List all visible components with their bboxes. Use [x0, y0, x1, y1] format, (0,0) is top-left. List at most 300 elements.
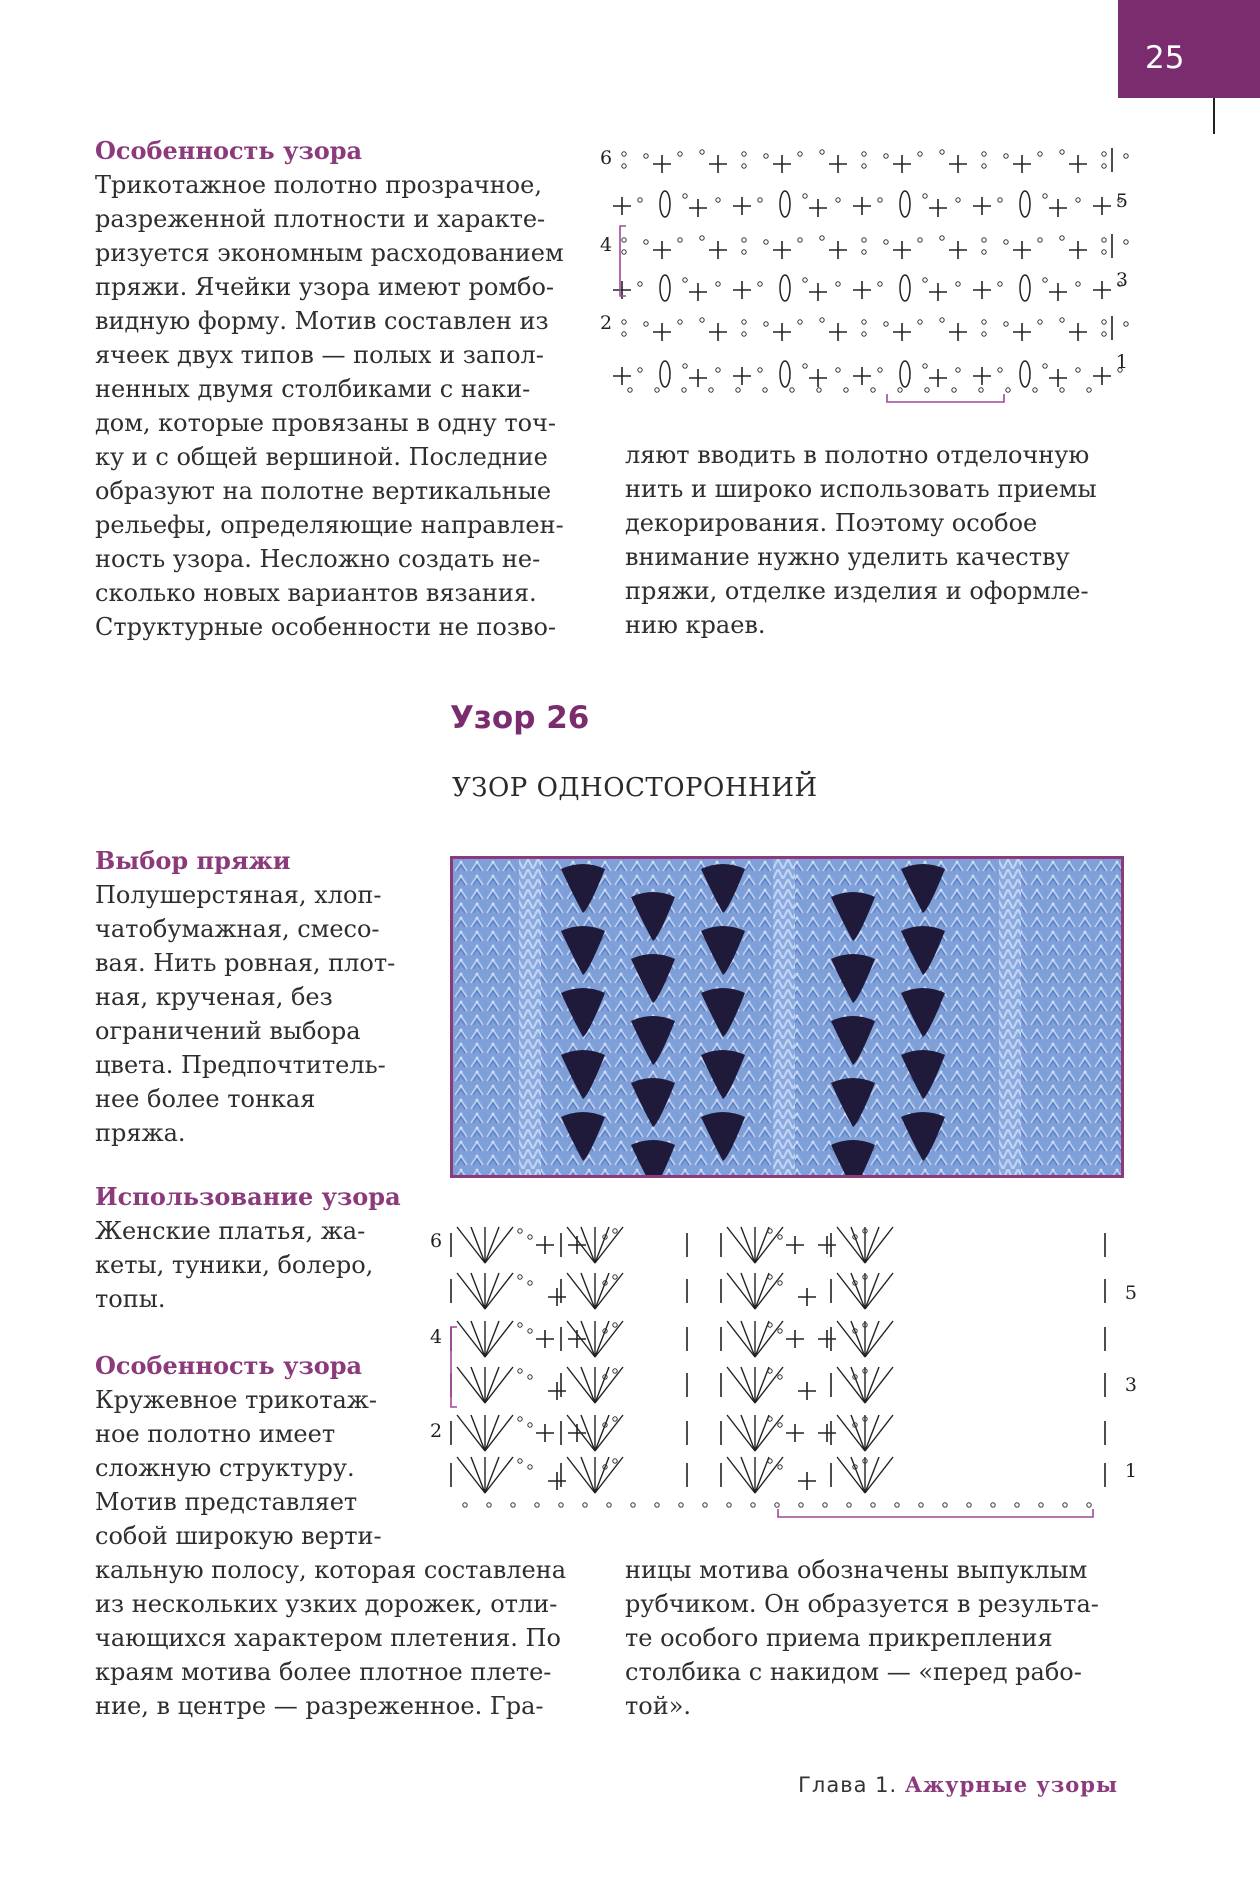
stitch-chain-icon: [518, 1417, 522, 1421]
stitch-chain-icon: [528, 1281, 532, 1285]
fan-stroke: [595, 1367, 623, 1403]
stitch-chain-icon: [638, 368, 642, 372]
stitch-fan-icon: [457, 1227, 513, 1263]
fan-stroke: [741, 1415, 755, 1451]
text-line: сложную структуру.: [95, 1454, 355, 1482]
stitch-oval-icon: [660, 361, 670, 387]
text-line: Полушерстяная, хлоп-: [95, 881, 382, 909]
stitch-chain-icon: [1102, 250, 1106, 254]
stitch-oval-icon: [1020, 275, 1030, 301]
stitch-fan-icon: [727, 1321, 783, 1357]
stitch-chain-icon: [799, 1503, 803, 1507]
stitch-oval-icon: [900, 275, 910, 301]
stitch-cross-icon: [893, 323, 911, 341]
fan-stroke: [727, 1273, 755, 1309]
stitch-chain-icon: [956, 198, 960, 202]
stitch-fan-icon: [837, 1321, 893, 1357]
text-line: внимание нужно уделить качеству: [625, 543, 1070, 571]
fan-stroke: [865, 1457, 893, 1493]
stitch-chain-icon: [518, 1323, 522, 1327]
stitch-chain-icon: [1004, 154, 1008, 158]
stitch-chain-icon: [862, 332, 866, 336]
page-number-rule: [1213, 98, 1215, 134]
stitch-chain-icon: [982, 164, 986, 168]
stitch-chain-icon: [982, 250, 986, 254]
stitch-fan-icon: [457, 1457, 513, 1493]
stitch-chain-icon: [700, 236, 704, 240]
stitch-chain-icon: [622, 250, 626, 254]
stitch-chain-icon: [1006, 388, 1010, 392]
stitch-cross-icon: [818, 1424, 836, 1442]
fan-stroke: [595, 1367, 609, 1403]
stitch-oval-icon: [900, 191, 910, 217]
stitch-cross-icon: [568, 1236, 586, 1254]
text-line: топы.: [95, 1285, 166, 1313]
stitch-chain-icon: [758, 282, 762, 286]
fan-stroke: [865, 1273, 893, 1309]
text-line: собой широкую верти-: [95, 1522, 382, 1550]
fan-stroke: [485, 1457, 513, 1493]
stitch-chain-icon: [463, 1503, 467, 1507]
fan-stroke: [865, 1321, 893, 1357]
fan-stroke: [741, 1457, 755, 1493]
section-heading-feature-2: Особенность узора: [95, 1351, 363, 1380]
chapter-footer: [798, 1772, 1118, 1797]
stitch-chain-icon: [1102, 238, 1106, 242]
stitch-oval-icon: [780, 275, 790, 301]
repeat-bracket-stitches: [887, 394, 1004, 402]
stitch-chain-icon: [982, 152, 986, 156]
stitch-chain-icon: [559, 1503, 563, 1507]
stitch-chain-icon: [1087, 1503, 1091, 1507]
fan-stroke: [741, 1321, 755, 1357]
fan-stroke: [457, 1457, 485, 1493]
stitch-chain-icon: [820, 318, 824, 322]
stitch-chain-icon: [982, 238, 986, 242]
fan-stroke: [581, 1273, 595, 1309]
stitch-cross-icon: [1049, 199, 1067, 217]
stitch-fan-icon: [727, 1457, 783, 1493]
stitch-cross-icon: [1093, 367, 1111, 385]
stitch-chain-icon: [763, 388, 767, 392]
stitch-chain-icon: [607, 1503, 611, 1507]
stitch-cross-icon: [536, 1424, 554, 1442]
stitch-oval-icon: [900, 361, 910, 387]
fan-stroke: [471, 1273, 485, 1309]
stitch-chain-icon: [778, 1281, 782, 1285]
stitch-fan-icon: [567, 1457, 623, 1493]
text-line: Трикотажное полотно прозрачное,: [95, 171, 542, 199]
stitch-cross-icon: [786, 1424, 804, 1442]
stitch-fan-icon: [457, 1321, 513, 1357]
fan-stroke: [567, 1457, 595, 1493]
stitch-chain-icon: [678, 152, 682, 156]
text-line: той».: [625, 1692, 692, 1720]
fan-stroke: [837, 1227, 865, 1263]
stitch-cross-icon: [798, 1382, 816, 1400]
stitch-cross-icon: [786, 1236, 804, 1254]
stitch-chain-icon: [683, 194, 687, 198]
fan-stroke: [485, 1367, 513, 1403]
text-line: Структурные особенности не позво-: [95, 613, 557, 641]
stitch-cross-icon: [809, 369, 827, 387]
text-line: кальную полосу, которая составлена: [95, 1556, 567, 1584]
stitch-chain-icon: [836, 198, 840, 202]
stitch-chain-icon: [679, 1503, 683, 1507]
stitch-chain-icon: [1124, 154, 1128, 158]
yarn-text: [95, 878, 395, 1150]
stitch-chain-icon: [1076, 198, 1080, 202]
fan-stroke: [457, 1273, 485, 1309]
stitch-chain-icon: [884, 240, 888, 244]
stitch-chain-icon: [655, 1503, 659, 1507]
fan-stroke: [595, 1415, 623, 1451]
stitch-cross-icon: [536, 1236, 554, 1254]
stitch-fan-icon: [567, 1367, 623, 1403]
stitch-chain-icon: [511, 1503, 515, 1507]
usage-text: [95, 1214, 401, 1316]
stitch-chain-icon: [823, 1503, 827, 1507]
fan-stroke: [457, 1367, 485, 1403]
stitch-chain-icon: [683, 278, 687, 282]
stitch-cross-icon: [818, 1330, 836, 1348]
page-number-tab: [1118, 0, 1260, 98]
stitch-cross-icon: [973, 281, 991, 299]
stitch-cross-icon: [773, 323, 791, 341]
stitch-cross-icon: [709, 155, 727, 173]
stitch-cross-icon: [809, 199, 827, 217]
stitch-chain-icon: [528, 1329, 532, 1333]
stitch-chain-icon: [803, 194, 807, 198]
stitch-chain-icon: [778, 1329, 782, 1333]
stitch-chain-icon: [727, 1503, 731, 1507]
stitch-cross-icon: [653, 323, 671, 341]
stitch-chain-icon: [622, 152, 626, 156]
stitch-chain-icon: [803, 364, 807, 368]
stitch-cross-icon: [829, 155, 847, 173]
stitch-chain-icon: [898, 388, 902, 392]
text-line: ку и с общей вершиной. Последние: [95, 443, 548, 471]
stitch-chain-icon: [742, 320, 746, 324]
stitch-cross-icon: [689, 283, 707, 301]
stitch-cross-icon: [709, 323, 727, 341]
fan-stroke: [485, 1227, 513, 1263]
stitch-cross-icon: [893, 155, 911, 173]
text-line: ная, крученая, без: [95, 983, 333, 1011]
stitch-oval-icon: [660, 275, 670, 301]
fan-stroke: [837, 1457, 865, 1493]
stitch-chain-icon: [918, 152, 922, 156]
stitch-chain-icon: [820, 236, 824, 240]
fan-stroke: [595, 1415, 609, 1451]
text-line: пряжи, отделке изделия и оформле-: [625, 577, 1089, 605]
stitch-fan-icon: [727, 1227, 783, 1263]
text-line: образуют на полотне вертикальные: [95, 477, 552, 505]
fan-stroke: [727, 1457, 755, 1493]
stitch-chain-icon: [518, 1275, 522, 1279]
stitch-chain-icon: [862, 152, 866, 156]
row-label-2b: 2: [430, 1420, 443, 1442]
stitch-cross-icon: [1093, 197, 1111, 215]
text-line: нее более тонкая: [95, 1085, 316, 1113]
stitch-cross-icon: [973, 197, 991, 215]
stitch-cross-icon: [689, 199, 707, 217]
yarn-section: [95, 844, 395, 1150]
stitch-chain-icon: [716, 198, 720, 202]
stitch-chain-icon: [613, 1459, 617, 1463]
stitch-chain-icon: [528, 1375, 532, 1379]
stitch-cross-icon: [548, 1472, 566, 1490]
stitch-fan-icon: [837, 1227, 893, 1263]
fan-stroke: [485, 1367, 499, 1403]
fan-stroke: [865, 1227, 893, 1263]
stitch-chain-icon: [919, 1503, 923, 1507]
stitch-chain-icon: [1043, 278, 1047, 282]
row-label-3: 3: [1115, 269, 1128, 291]
text-line: те особого приема прикрепления: [625, 1624, 1053, 1652]
repeat-bracket-stitches: [778, 1509, 1093, 1517]
text-line: ляют вводить в полотно отделочную: [625, 441, 1090, 469]
stitch-cross-icon: [733, 367, 751, 385]
stitch-chain-icon: [742, 164, 746, 168]
stitch-chain-icon: [943, 1503, 947, 1507]
stitch-chain-icon: [742, 152, 746, 156]
feature2-right-column: [625, 1553, 1099, 1723]
text-line: ризуется экономным расходованием: [95, 239, 564, 267]
fan-stroke: [755, 1227, 769, 1263]
fan-stroke: [471, 1321, 485, 1357]
stitch-chain-icon: [518, 1229, 522, 1233]
stitch-cross-icon: [1013, 241, 1031, 259]
text-line: краям мотива более плотное плете-: [95, 1658, 552, 1686]
stitch-cross-icon: [709, 241, 727, 259]
stitch-chain-icon: [982, 332, 986, 336]
pattern-subtitle: УЗОР ОДНОСТОРОННИЙ: [452, 773, 818, 803]
stitch-cross-icon: [853, 281, 871, 299]
row-label-1: 1: [1115, 351, 1128, 373]
stitch-fan-icon: [837, 1273, 893, 1309]
stitch-chain-icon: [925, 388, 929, 392]
stitch-chain-icon: [742, 250, 746, 254]
stitch-fan-icon: [457, 1367, 513, 1403]
stitch-chain-icon: [716, 368, 720, 372]
stitch-oval-icon: [1020, 361, 1030, 387]
text-line: нию краев.: [625, 611, 766, 639]
stitch-chain-icon: [940, 236, 944, 240]
text-line: ячеек двух типов — полых и запол-: [95, 341, 544, 369]
stitch-cross-icon: [1069, 241, 1087, 259]
stitch-chain-icon: [878, 368, 882, 372]
text-line: ненных двумя столбиками с наки-: [95, 375, 531, 403]
row-label-1b: 1: [1124, 1460, 1137, 1482]
stitch-cross-icon: [653, 241, 671, 259]
stitch-chain-icon: [923, 194, 927, 198]
stitch-chain-icon: [862, 320, 866, 324]
stitch-chain-icon: [1038, 152, 1042, 156]
stitch-chain-icon: [918, 238, 922, 242]
stitch-cross-icon: [973, 367, 991, 385]
text-line: Кружевное трикотаж-: [95, 1386, 377, 1414]
stitch-chain-icon: [895, 1503, 899, 1507]
text-line: ное полотно имеет: [95, 1420, 336, 1448]
stitch-chain-icon: [1060, 388, 1064, 392]
stitch-fan-icon: [567, 1273, 623, 1309]
stitch-chain-icon: [878, 198, 882, 202]
stitch-chain-icon: [622, 164, 626, 168]
fan-stroke: [837, 1321, 865, 1357]
fan-stroke: [741, 1227, 755, 1263]
fan-stroke: [741, 1367, 755, 1403]
text-line: ницы мотива обозначены выпуклым: [625, 1556, 1088, 1584]
stitch-chain-icon: [1004, 240, 1008, 244]
text-line: декорирования. Поэтому особое: [625, 509, 1038, 537]
fan-stroke: [755, 1457, 769, 1493]
stitch-chain-icon: [716, 282, 720, 286]
stitch-chain-icon: [758, 198, 762, 202]
feature-text: [95, 168, 564, 644]
fan-stroke: [837, 1273, 865, 1309]
fan-stroke: [485, 1321, 499, 1357]
stitch-cross-icon: [829, 323, 847, 341]
stitch-chain-icon: [700, 150, 704, 154]
stitch-chain-icon: [1043, 194, 1047, 198]
fan-stroke: [595, 1457, 623, 1493]
stitch-chain-icon: [1087, 388, 1091, 392]
stitch-chain-icon: [1102, 332, 1106, 336]
stitch-chain-icon: [678, 320, 682, 324]
pattern-title: Узор 26: [450, 700, 590, 736]
chapter-label: Глава 1.: [798, 1773, 898, 1797]
text-line: столбика с накидом — «перед рабо-: [625, 1658, 1082, 1686]
stitch-fan-icon: [727, 1273, 783, 1309]
stitch-cross-icon: [733, 197, 751, 215]
stitch-chain-icon: [918, 320, 922, 324]
stitch-chain-icon: [1004, 322, 1008, 326]
stitch-chain-icon: [700, 318, 704, 322]
stitch-cross-icon: [929, 199, 947, 217]
crochet-diagram-1: [590, 138, 1130, 408]
text-line: цвета. Предпочтитель-: [95, 1051, 386, 1079]
stitch-chain-icon: [820, 150, 824, 154]
stitch-chain-icon: [638, 198, 642, 202]
fan-stroke: [485, 1273, 513, 1309]
fan-stroke: [471, 1367, 485, 1403]
fan-stroke: [457, 1415, 485, 1451]
section-heading-usage: Использование узора: [95, 1182, 401, 1211]
row-label-5b: 5: [1124, 1282, 1137, 1304]
stitch-chain-icon: [768, 1369, 772, 1373]
fan-stroke: [485, 1457, 499, 1493]
fan-stroke: [755, 1321, 769, 1357]
stitch-cross-icon: [809, 283, 827, 301]
stitch-chain-icon: [956, 282, 960, 286]
chapter-title: Ажурные узоры: [904, 1772, 1118, 1797]
stitch-cross-icon: [829, 241, 847, 259]
stitch-chain-icon: [528, 1423, 532, 1427]
fan-stroke: [581, 1457, 595, 1493]
fan-stroke: [457, 1227, 485, 1263]
stitch-cross-icon: [1069, 323, 1087, 341]
text-line: чающихся характером плетения. По: [95, 1624, 561, 1652]
stitch-chain-icon: [998, 198, 1002, 202]
feature-text-continued: [625, 438, 1097, 642]
stitch-chain-icon: [836, 282, 840, 286]
stitch-cross-icon: [1069, 155, 1087, 173]
fan-stroke: [727, 1321, 755, 1357]
stitch-cross-icon: [689, 369, 707, 387]
stitch-cross-icon: [773, 155, 791, 173]
fan-stroke: [471, 1415, 485, 1451]
feature2-text-wide: [95, 1553, 566, 1723]
text-line: вая. Нить ровная, плот-: [95, 949, 396, 977]
text-line: ограничений выбора: [95, 1017, 361, 1045]
page-number: 25: [1145, 40, 1185, 76]
stitch-chain-icon: [1124, 240, 1128, 244]
fan-stroke: [755, 1367, 769, 1403]
fan-stroke: [581, 1367, 595, 1403]
stitch-fan-icon: [727, 1367, 783, 1403]
section-heading-feature: Особенность узора: [95, 136, 363, 165]
stitch-chain-icon: [768, 1229, 772, 1233]
stitch-cross-icon: [773, 241, 791, 259]
stitch-chain-icon: [998, 282, 1002, 286]
stitch-chain-icon: [487, 1503, 491, 1507]
stitch-chain-icon: [952, 388, 956, 392]
stitch-cross-icon: [568, 1424, 586, 1442]
stitch-fan-icon: [457, 1415, 513, 1451]
stitch-cross-icon: [613, 367, 631, 385]
stitch-chain-icon: [644, 240, 648, 244]
stitch-cross-icon: [929, 283, 947, 301]
usage-section: [95, 1180, 401, 1316]
fabric-photo: [450, 856, 1124, 1178]
stitch-chain-icon: [1076, 282, 1080, 286]
text-line: ние, в центре — разреженное. Гра-: [95, 1692, 544, 1720]
row-label-4: 4: [600, 234, 613, 256]
section-heading-yarn: Выбор пряжи: [95, 846, 291, 875]
text-line: рубчиком. Он образуется в результа-: [625, 1590, 1099, 1618]
fan-stroke: [485, 1415, 513, 1451]
top-left-column: [95, 134, 564, 644]
stitch-chain-icon: [862, 164, 866, 168]
stitch-chain-icon: [655, 388, 659, 392]
stitch-chain-icon: [1063, 1503, 1067, 1507]
stitch-chain-icon: [991, 1503, 995, 1507]
stitch-chain-icon: [768, 1275, 772, 1279]
stitch-cross-icon: [1013, 155, 1031, 173]
stitch-chain-icon: [764, 154, 768, 158]
stitch-chain-icon: [940, 318, 944, 322]
stitch-chain-icon: [742, 332, 746, 336]
stitch-chain-icon: [798, 152, 802, 156]
fan-stroke: [837, 1367, 865, 1403]
fan-stroke: [837, 1415, 865, 1451]
crochet-diagram-2: [425, 1215, 1140, 1525]
stitch-chain-icon: [940, 150, 944, 154]
feature2-text-continued: [625, 1553, 1099, 1723]
text-line: пряжа.: [95, 1119, 186, 1147]
stitch-chain-icon: [751, 1503, 755, 1507]
stitch-cross-icon: [949, 241, 967, 259]
stitch-chain-icon: [878, 282, 882, 286]
stitch-cross-icon: [949, 155, 967, 173]
stitch-cross-icon: [853, 367, 871, 385]
stitch-chain-icon: [778, 1235, 782, 1239]
stitch-chain-icon: [844, 388, 848, 392]
fan-stroke: [485, 1415, 499, 1451]
stitch-chain-icon: [764, 322, 768, 326]
stitch-chain-icon: [768, 1323, 772, 1327]
